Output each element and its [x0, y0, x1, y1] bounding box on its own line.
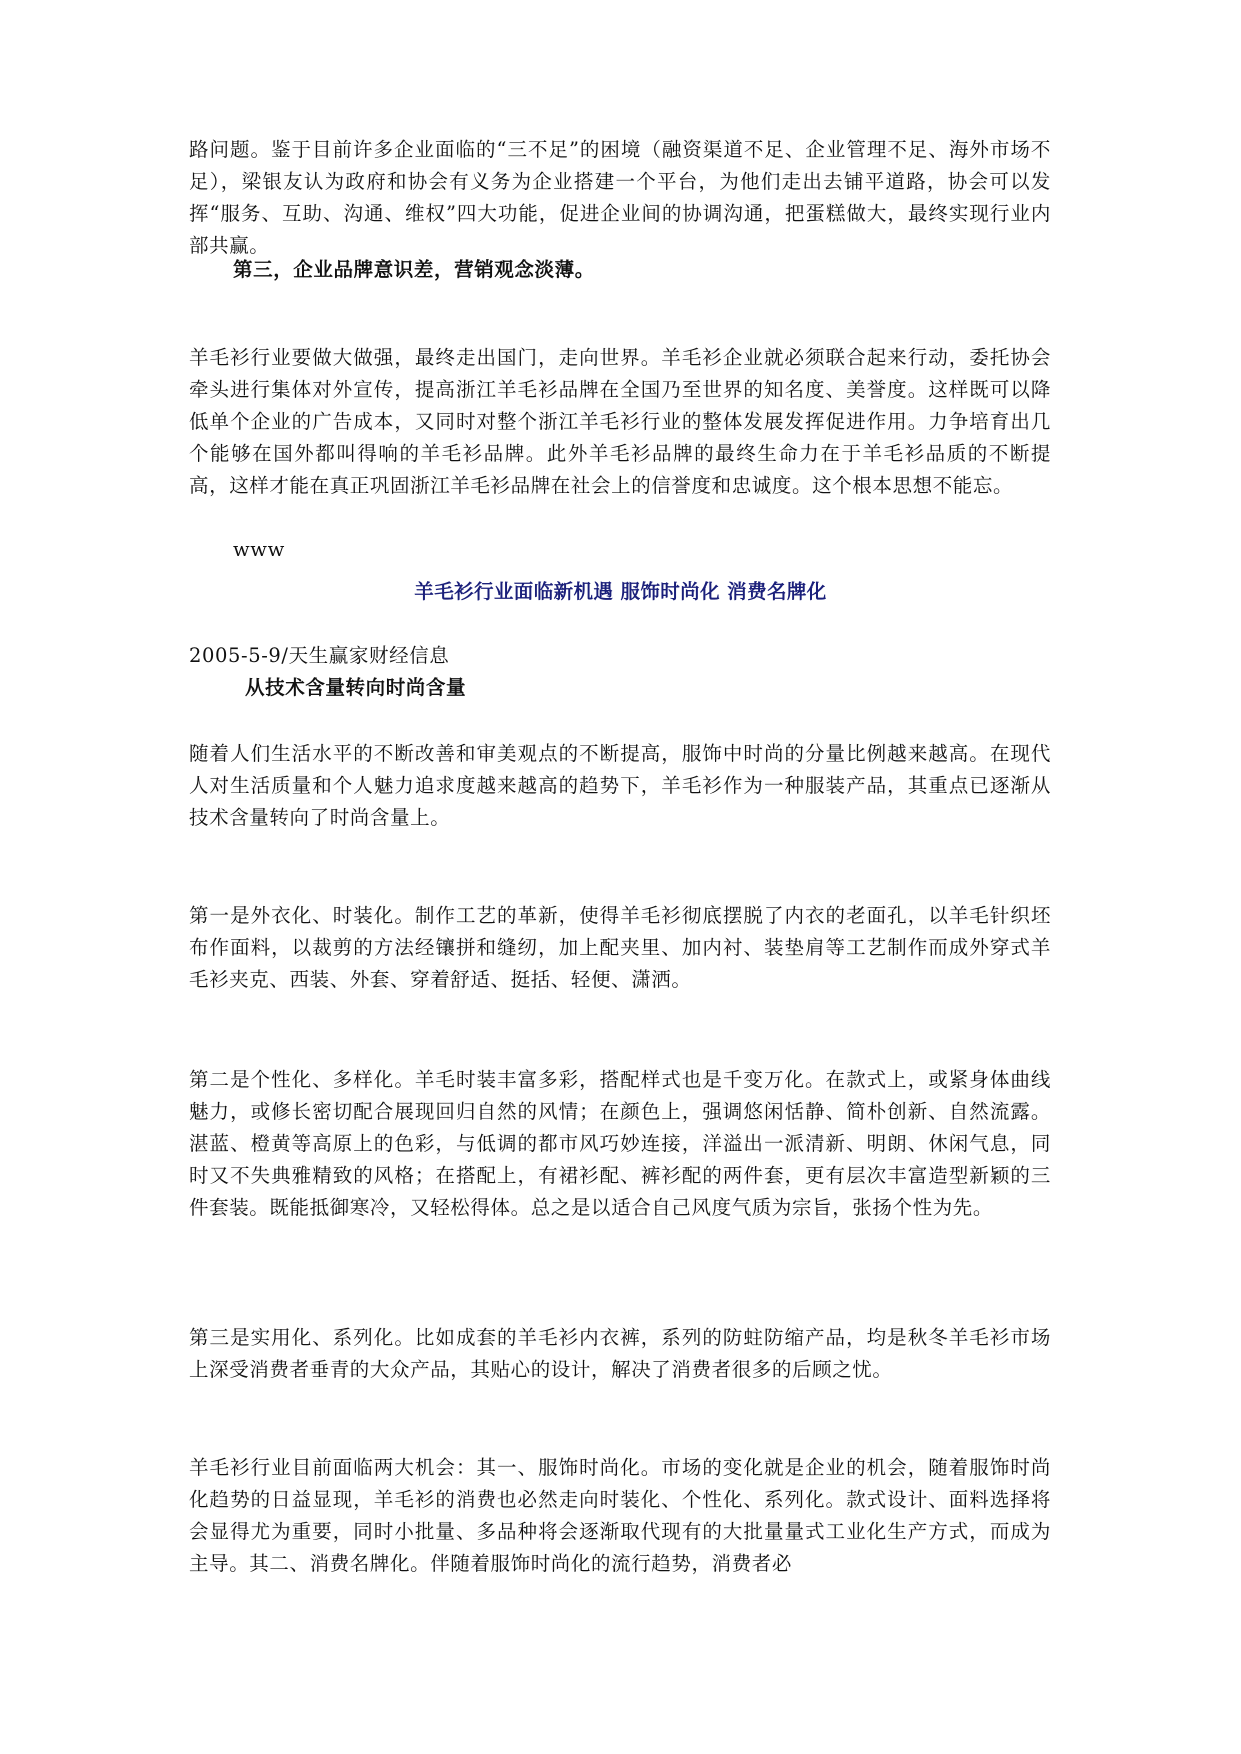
article-dateline: 2005-5-9/天生赢家财经信息: [189, 644, 450, 667]
paragraph-brand: 羊毛衫行业要做大做强，最终走出国门，走向世界。羊毛衫企业就必须联合起来行动，委托协会牵头进行集体对外宣传，提高浙江羊毛衫品牌在全国乃至世界的知名度、美誉度。这样既可以降低单个企业的广告成本，又同时对整个浙江羊毛衫行业的整体发展发挥促进作用。力争培育出几个能够在国外都叫得响的羊毛衫品牌。此外羊毛衫品牌的最终生命力在于羊毛衫品质的不断提高，这样才能在真正巩固浙江羊毛衫品牌在社会上的信誉度和忠诚度。这个根本思想不能忘。: [189, 346, 1051, 497]
paragraph-opportunity: 羊毛衫行业目前面临两大机会：其一、服饰时尚化。市场的变化就是企业的机会，随着服饰时尚化趋势的日益显现，羊毛衫的消费也必然走向时装化、个性化、系列化。款式设计、面料选择将会显得尤为重要，同时小批量、多品种将会逐渐取代现有的大批量量式工业化生产方式，而成为主导。其二、消费名牌化。伴随着服饰时尚化的流行趋势，消费者必: [189, 1456, 1051, 1575]
article-subheading: 从技术含量转向时尚含量: [245, 676, 467, 699]
paragraph-third-point: 第三是实用化、系列化。比如成套的羊毛衫内衣裤，系列的防蛀防缩产品，均是秋冬羊毛衫市场上深受消费者垂青的大众产品，其贴心的设计，解决了消费者很多的后顾之忧。: [189, 1326, 1051, 1381]
article-title-link[interactable]: 羊毛衫行业面临新机遇 服饰时尚化 消费名牌化: [414, 580, 827, 603]
paragraph-second-point: 第二是个性化、多样化。羊毛时装丰富多彩，搭配样式也是千变万化。在款式上，或紧身体曲线魅力，或修长密切配合展现回归自然的风情；在颜色上，强调悠闲恬静、简朴创新、自然流露。湛蓝、橙黄等高原上的色彩，与低调的都市风巧妙连接，洋溢出一派清新、明朗、休闲气息，同时又不失典雅精致的风格；在搭配上，有裙衫配、裤衫配的两件套，更有层次丰富造型新颖的三件套装。既能抵御寒冷，又轻松得体。总之是以适合自己风度气质为宗旨，张扬个性为先。: [189, 1068, 1051, 1219]
paragraph-first-point: 第一是外衣化、时装化。制作工艺的革新，使得羊毛衫彻底摆脱了内衣的老面孔，以羊毛针织坯布作面料，以裁剪的方法经镶拼和缝纫，加上配夹里、加内衬、装垫肩等工艺制作而成外穿式羊毛衫夹克、西装、外套、穿着舒适、挺括、轻便、潇洒。: [189, 904, 1051, 991]
paragraph-fashion: 随着人们生活水平的不断改善和审美观点的不断提高，服饰中时尚的分量比例越来越高。在现代人对生活质量和个人魅力追求度越来越高的趋势下，羊毛衫作为一种服装产品，其重点已逐渐从技术含量转向了时尚含量上。: [189, 742, 1051, 829]
paragraph-intro: 路问题。鉴于目前许多企业面临的“三不足”的困境（融资渠道不足、企业管理不足、海外市场不足），梁银友认为政府和协会有义务为企业搭建一个平台，为他们走出去铺平道路，协会可以发挥“服务、互助、沟通、维权”四大功能，促进企业间的协调沟通，把蛋糕做大，最终实现行业内部共赢。: [189, 138, 1051, 257]
www-text: www: [233, 538, 285, 561]
heading-third-point: 第三，企业品牌意识差，营销观念淡薄。: [233, 258, 595, 281]
